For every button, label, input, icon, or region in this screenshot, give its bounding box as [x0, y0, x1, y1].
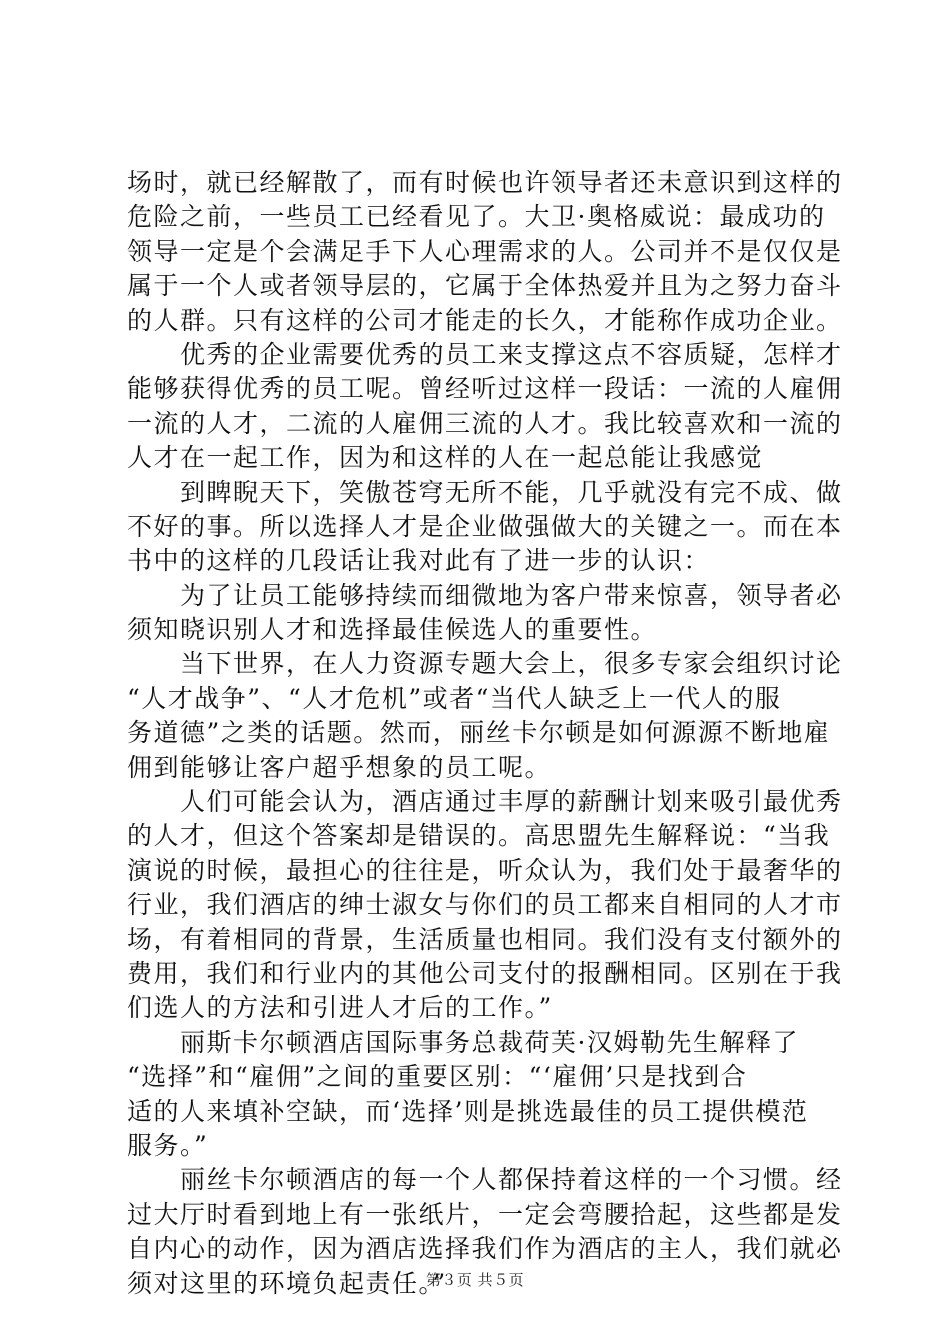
text-line: 须对这里的环境负起责任。”: [127, 1268, 447, 1298]
text-line: 须知晓识别人才和选择最佳候选人的重要性。: [127, 615, 658, 645]
text-line: 书中的这样的几段话让我对此有了进一步的认识：: [127, 546, 711, 576]
text-line: 不好的事。所以选择人才是企业做强做大的关键之一。而在本: [127, 511, 843, 541]
text-line: 丽斯卡尔顿酒店国际事务总裁荷芙·汉姆勒先生解释了: [127, 1027, 799, 1057]
text-line: 到睥睨天下，笑傲苍穹无所不能，几乎就没有完不成、做: [127, 477, 843, 507]
text-line: 领导一定是个会满足手下人心理需求的人。公司并不是仅仅是: [127, 236, 843, 266]
text-line: 人们可能会认为，酒店通过丰厚的薪酬计划来吸引最优秀: [127, 787, 843, 817]
text-line: 佣到能够让客户超乎想象的员工呢。: [127, 752, 552, 782]
text-line: 场，有着相同的背景，生活质量也相同。我们没有支付额外的: [127, 924, 843, 954]
text-line: 丽丝卡尔顿酒店的每一个人都保持着这样的一个习惯。经: [127, 1165, 843, 1195]
text-line: 人才在一起工作，因为和这样的人在一起总能让我感觉: [127, 443, 764, 473]
text-line: 行业，我们酒店的绅士淑女与你们的员工都来自相同的人才市: [127, 890, 843, 920]
page-number: 第３页 共５页: [425, 1271, 525, 1289]
text-line: 当下世界，在人力资源专题大会上，很多专家会组织讨论: [127, 649, 843, 679]
text-line: “选择”和“雇佣”之间的重要区别：“‘雇佣’只是找到合: [127, 1062, 748, 1092]
text-line: 务道德”之类的话题。然而，丽丝卡尔顿是如何源源不断地雇: [127, 718, 831, 748]
text-line: “人才战争”、“人才危机”或者“当代人缺乏上一代人的服: [127, 683, 782, 713]
text-line: 的人群。只有这样的公司才能走的长久，才能称作成功企业。: [127, 305, 843, 335]
text-line: 服务。”: [127, 1130, 209, 1160]
text-line: 为了让员工能够持续而细微地为客户带来惊喜，领导者必: [127, 580, 843, 610]
text-line: 危险之前，一些员工已经看见了。大卫·奥格威说：最成功的: [127, 202, 826, 232]
text-line: 属于一个人或者领导层的，它属于全体热爱并且为之努力奋斗: [127, 271, 843, 301]
text-line: 优秀的企业需要优秀的员工来支撑这点不容质疑，怎样才: [127, 339, 843, 369]
text-line: 自内心的动作，因为酒店选择我们作为酒店的主人，我们就必: [127, 1234, 843, 1264]
text-line: 适的人来填补空缺，而‘选择’则是挑选最佳的员工提供模范: [127, 1096, 809, 1126]
text-line: 演说的时候，最担心的往往是，听众认为，我们处于最奢华的: [127, 855, 843, 885]
body-text: [127, 166, 843, 1301]
text-line: 场时，就已经解散了，而有时候也许领导者还未意识到这样的: [127, 168, 843, 197]
text-line: 一流的人才，二流的人雇佣三流的人才。我比较喜欢和一流的: [127, 408, 843, 438]
text-line: 过大厅时看到地上有一张纸片，一定会弯腰拾起，这些都是发: [127, 1199, 843, 1229]
text-line: 能够获得优秀的员工呢。曾经听过这样一段话：一流的人雇佣: [127, 374, 843, 404]
text-line: 费用，我们和行业内的其他公司支付的报酬相同。区别在于我: [127, 958, 843, 988]
text-line: 的人才，但这个答案却是错误的。高思盟先生解释说：“当我: [127, 821, 831, 851]
text-line: 们选人的方法和引进人才后的工作。”: [127, 993, 553, 1023]
